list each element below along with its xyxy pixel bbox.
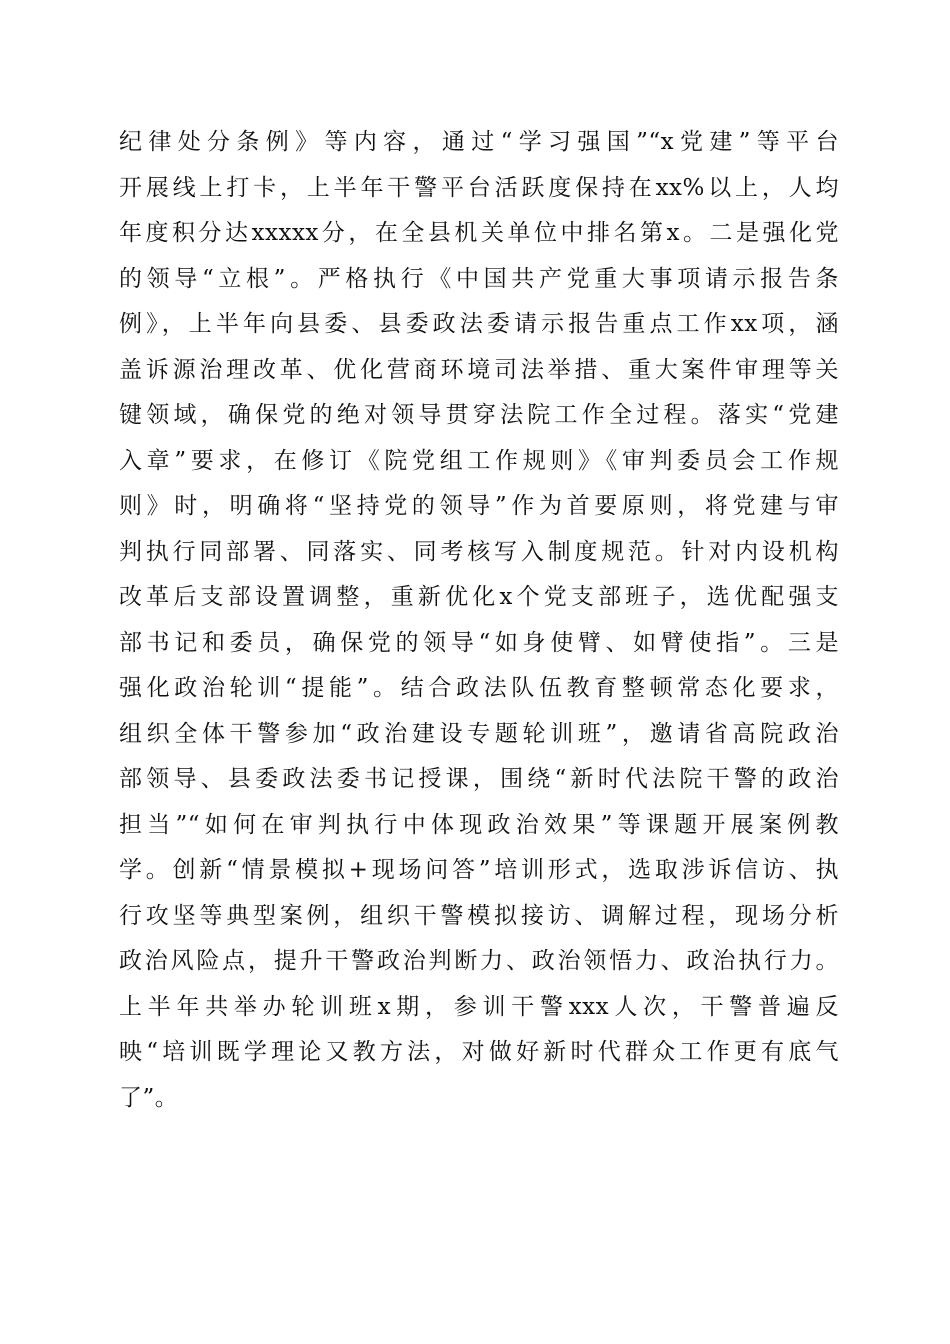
paragraph-line: 组织全体干警参加“政治建设专题轮训班”，邀请省高院政治 <box>119 720 839 747</box>
paragraph-line: 映“培训既学理论又教方法，对做好新时代群众工作更有底气 <box>119 1039 839 1065</box>
paragraph-line: 强化政治轮训“提能”。结合政法队伍教育整顿常态化要求， <box>119 675 839 701</box>
paragraph-line: 判执行同部署、同落实、同考核写入制度规范。针对内设机构 <box>119 538 839 565</box>
paragraph-line: 盖诉源治理改革、优化营商环境司法举措、重大案件审理等关 <box>119 356 839 383</box>
paragraph-line: 上半年共举办轮训班x期，参训干警xxx人次，干警普遍反 <box>119 993 839 1020</box>
paragraph-line: 部领导、县委政法委书记授课，围绕“新时代法院干警的政治 <box>119 766 839 792</box>
paragraph-line: 了”。 <box>119 1084 179 1111</box>
paragraph-line: 学。创新“情景模拟+现场问答”培训形式，选取涉诉信访、执 <box>119 857 839 883</box>
paragraph-line: 入章”要求，在修订《院党组工作规则》《审判委员会工作规 <box>119 447 839 474</box>
paragraph-line: 行攻坚等典型案例，组织干警模拟接访、调解过程，现场分析 <box>119 902 839 929</box>
paragraph-line: 部书记和委员，确保党的领导“如身使臂、如臂使指”。三是 <box>119 629 839 656</box>
paragraph-line: 例》，上半年向县委、县委政法委请示报告重点工作xx项，涵 <box>119 311 839 337</box>
paragraph-line: 开展线上打卡，上半年干警平台活跃度保持在xx%以上，人均 <box>119 174 839 201</box>
paragraph-line: 则》时，明确将“坚持党的领导”作为首要原则，将党建与审 <box>119 493 839 519</box>
paragraph-line: 纪律处分条例》等内容，通过“学习强国”“x党建”等平台 <box>119 129 839 155</box>
paragraph-line: 键领域，确保党的绝对领导贯穿法院工作全过程。落实“党建 <box>119 402 839 428</box>
paragraph-line: 担当”“如何在审判执行中体现政治效果”等课题开展案例教 <box>119 811 839 838</box>
body-paragraph <box>119 120 839 1121</box>
paragraph-line: 政治风险点，提升干警政治判断力、政治领悟力、政治执行力。 <box>119 948 839 974</box>
paragraph-line: 的领导“立根”。严格执行《中国共产党重大事项请示报告条 <box>119 265 839 292</box>
paragraph-line: 改革后支部设置调整，重新优化x个党支部班子，选优配强支 <box>119 584 839 610</box>
paragraph-line: 年度积分达xxxxx分，在全县机关单位中排名第x。二是强化党 <box>119 220 839 246</box>
